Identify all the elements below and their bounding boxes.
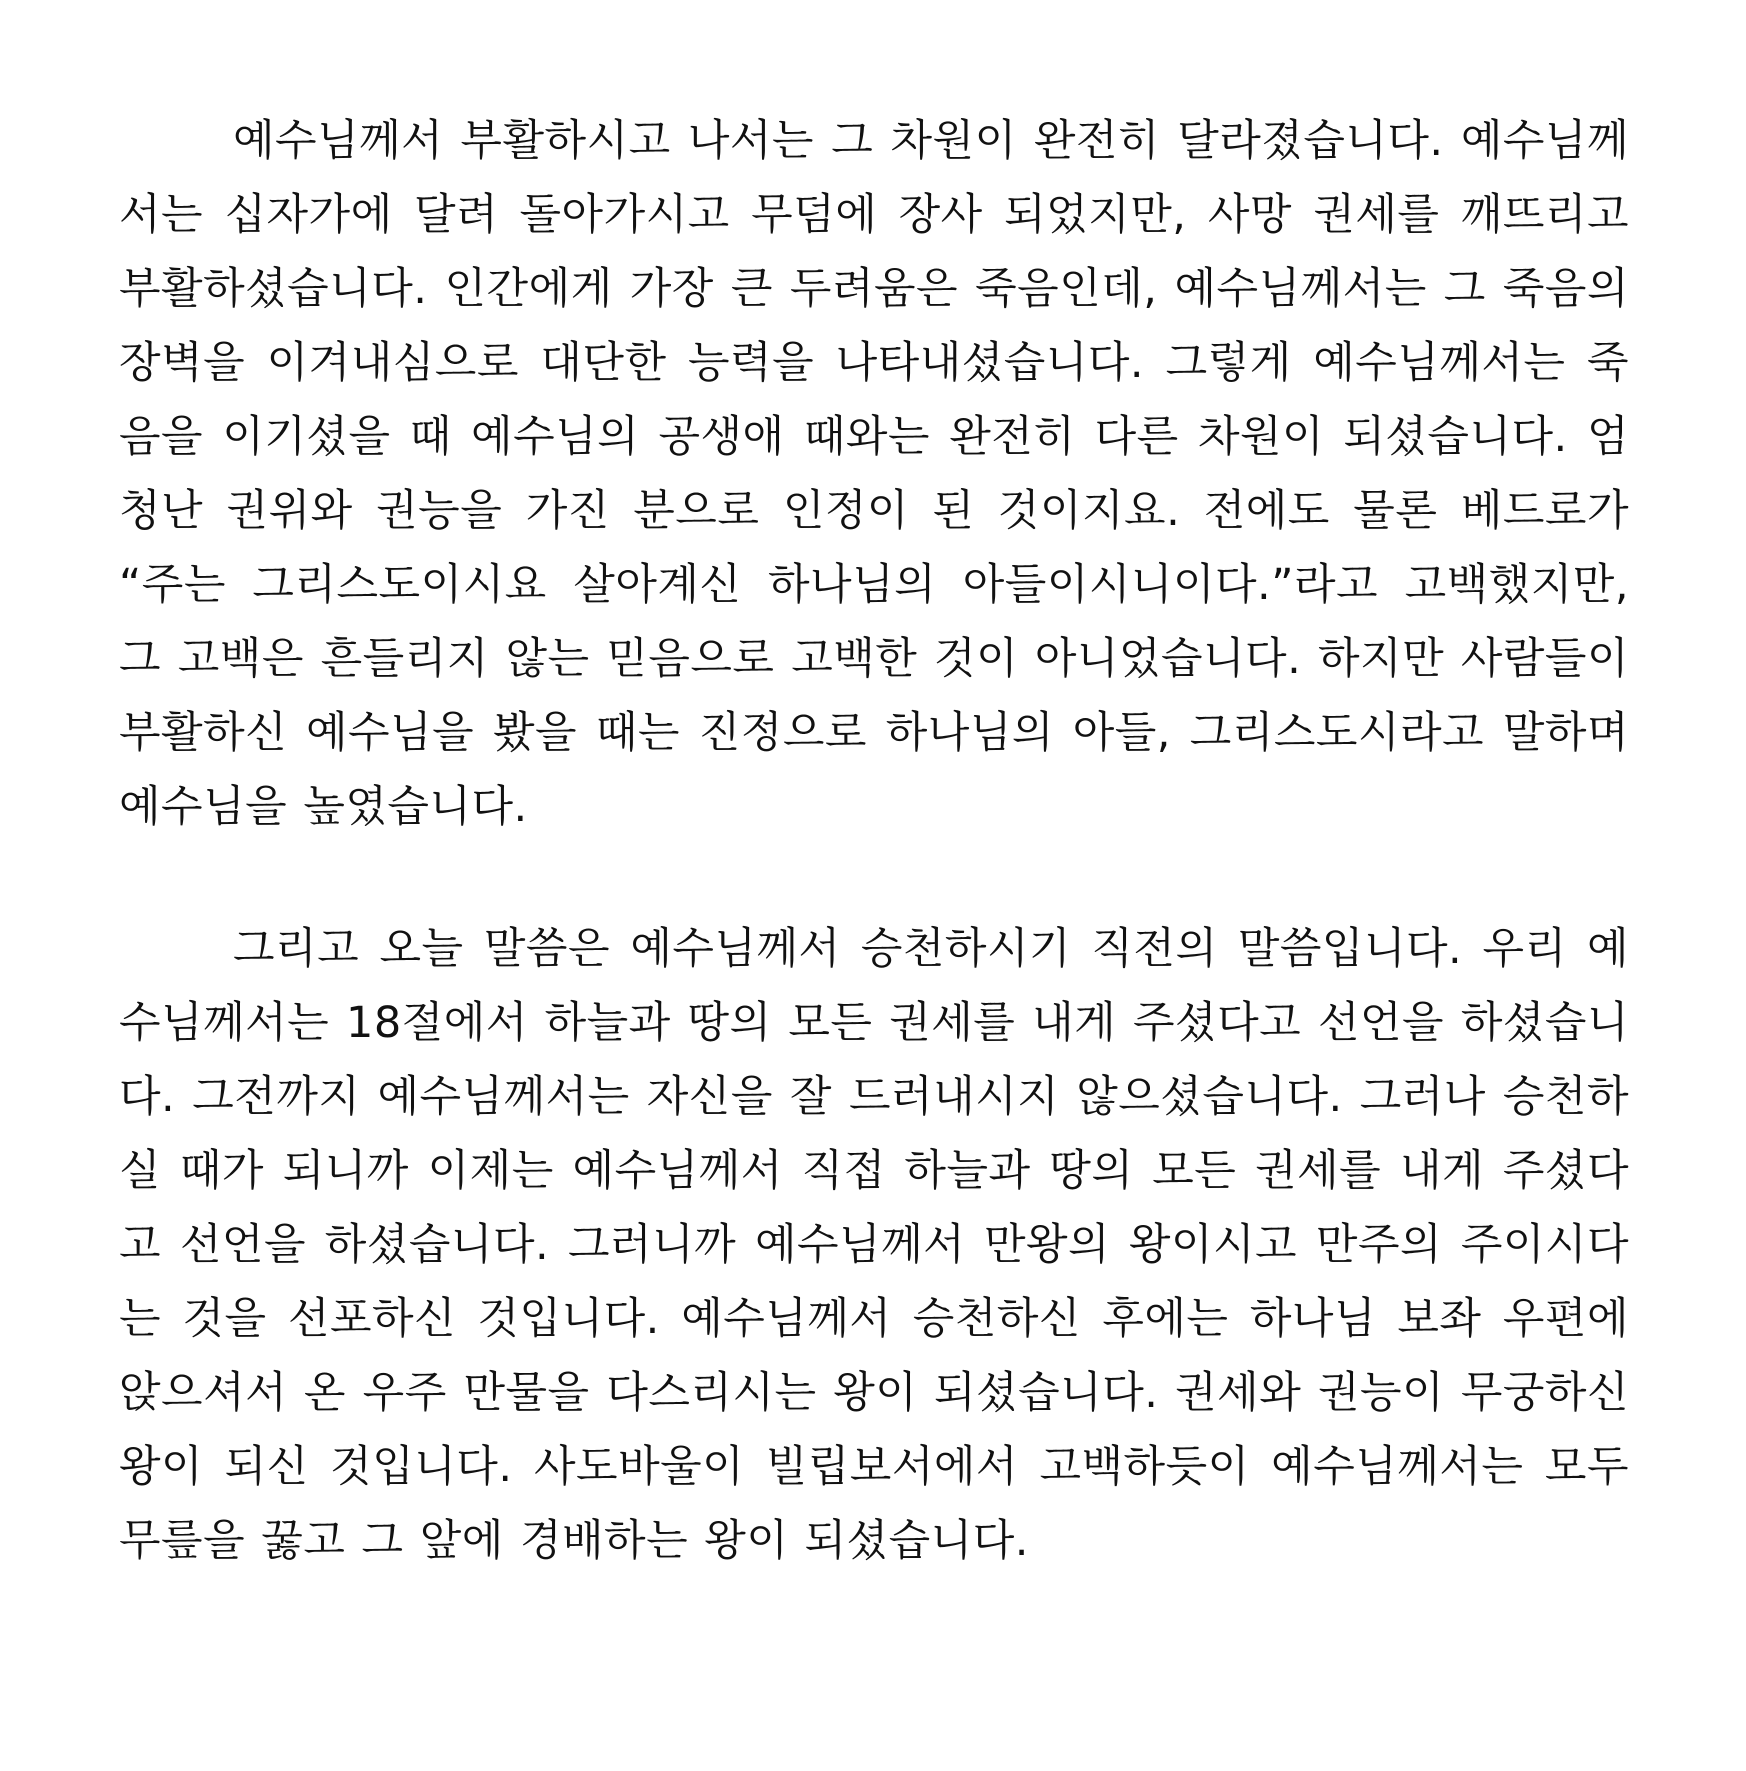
paragraph-resurrection: 예수님께서 부활하시고 나서는 그 차원이 완전히 달라졌습니다. 예수님께서는 십자가에 달려 돌아가시고 무덤에 장사 되었지만, 사망 권세를 깨뜨리고 부활하셨습니다. 인간에게 가장 큰 두려움은 죽음인데, 예수님께서는 그 죽음의 장벽을 이겨내심으로 대단한 능력을 나타내셨습니다. 그렇게 예수님께서는 죽음을 이기셨을 때 예수님의 공생애 때와는 완전히 다른 차원이 되셨습니다. 엄청난 권위와 권능을 가진 분으로 인정이 된 것이지요. 전에도 물론 베드로가 “주는 그리스도이시요 살아계신 하나님의 아들이시니이다.”라고 고백했지만, 그 고백은 흔들리지 않는 믿음으로 고백한 것이 아니었습니다. 하지만 사람들이 부활하신 예수님을 봤을 때는 진정으로 하나님의 아들, 그리스도시라고 말하며 예수님을 높였습니다. [119, 116, 1629, 832]
paragraph-ascension: 그리고 오늘 말씀은 예수님께서 승천하시기 직전의 말씀입니다. 우리 예수님께서는 18절에서 하늘과 땅의 모든 권세를 내게 주셨다고 선언을 하셨습니다. 그전까지 예수님께서는 자신을 잘 드러내시지 않으셨습니다. 그러나 승천하실 때가 되니까 이제는 예수님께서 직접 하늘과 땅의 모든 권세를 내게 주셨다고 선언을 하셨습니다. 그러니까 예수님께서 만왕의 왕이시고 만주의 주이시다는 것을 선포하신 것입니다. 예수님께서 승천하신 후에는 하나님 보좌 우편에 앉으셔서 온 우주 만물을 다스리시는 왕이 되셨습니다. 권세와 권능이 무궁하신 왕이 되신 것입니다. 사도바울이 빌립보서에서 고백하듯이 예수님께서는 모두 무릎을 꿇고 그 앞에 경배하는 왕이 되셨습니다. [119, 924, 1629, 1566]
document-page [119, 104, 1629, 1578]
